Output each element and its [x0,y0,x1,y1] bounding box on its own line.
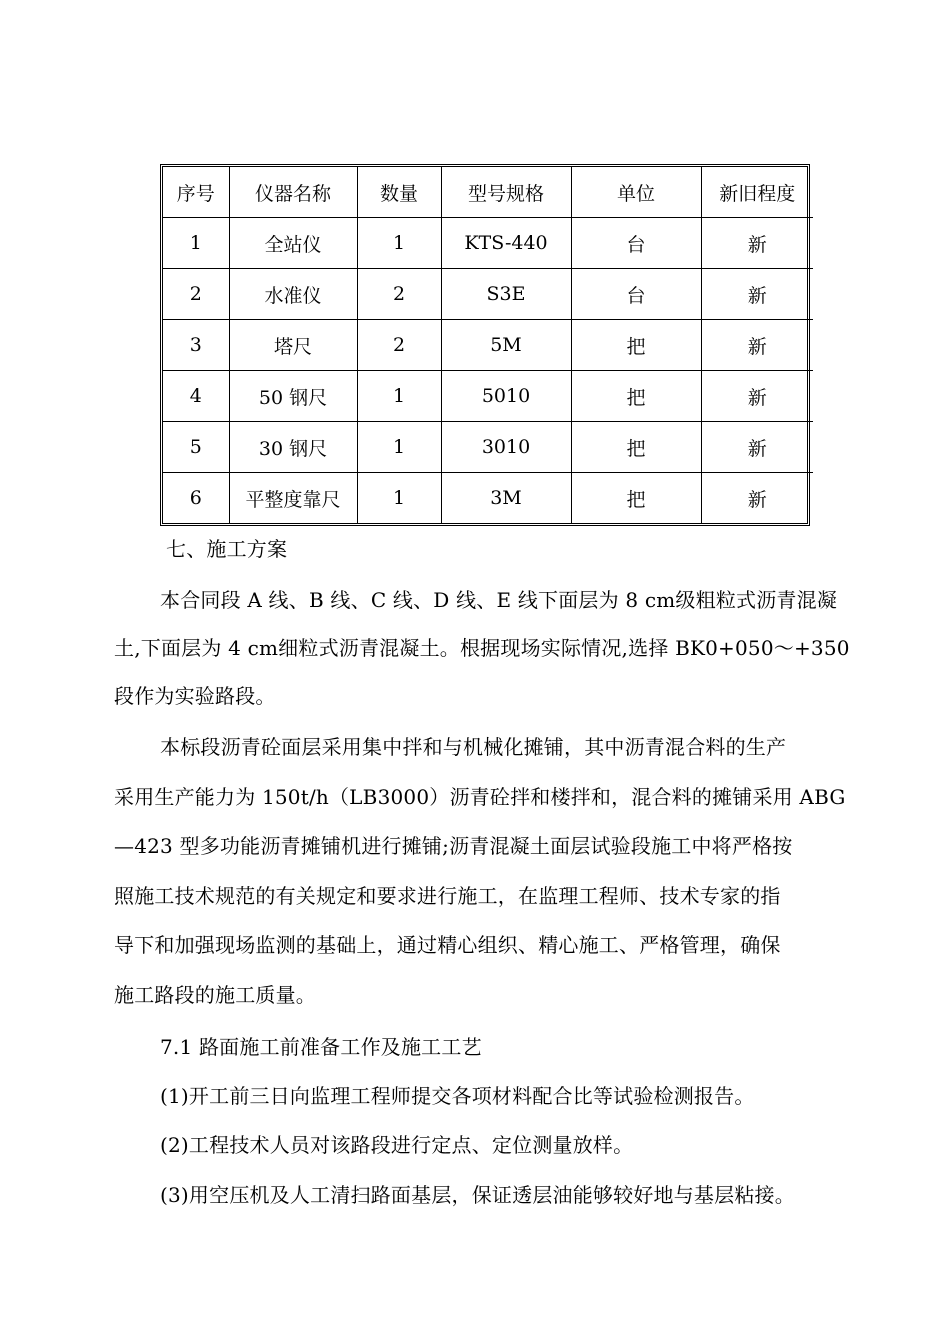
section-heading: 七、施工方案 [166,537,288,561]
table-cell: 3 [163,320,229,371]
paragraph-2-line-1: 本标段沥青砼面层采用集中拌和与机械化摊铺，其中沥青混合料的生产 [160,735,787,759]
table-cell: 新 [701,422,813,473]
table-cell: 新 [701,320,813,371]
paragraph-2-line-6: 施工路段的施工质量。 [114,983,316,1007]
subsection-heading: 7.1 路面施工前准备工作及施工工艺 [160,1035,482,1059]
table-cell: 新 [701,218,813,269]
header-cell-condition: 新旧程度 [701,167,813,218]
paragraph-1-line-1: 本合同段 A 线、B 线、C 线、D 线、E 线下面层为 8 cm级粗粒式沥青混凝 [160,588,838,612]
table-cell: 6 [163,473,229,524]
table-cell: 5010 [441,371,571,422]
table-cell: 5M [441,320,571,371]
table-cell: 新 [701,371,813,422]
paragraph-1-line-2: 土,下面层为 4 cm细粒式沥青混凝土。根据现场实际情况,选择 BK0+050～+350 [114,636,850,660]
table-row [163,371,813,422]
table-cell: 台 [571,269,701,320]
table-cell: 3M [441,473,571,524]
table-cell: 把 [571,422,701,473]
table-cell: 1 [163,218,229,269]
table-cell: KTS-440 [441,218,571,269]
table-cell: 1 [357,218,441,269]
header-cell-model: 型号规格 [441,167,571,218]
table-row [163,320,813,371]
list-item: (3)用空压机及人工清扫路面基层，保证透层油能够较好地与基层粘接。 [160,1183,795,1207]
table-cell: 把 [571,371,701,422]
table-cell: 1 [357,422,441,473]
table-cell: 4 [163,371,229,422]
table-cell: 全站仪 [229,218,357,269]
table-row [163,422,813,473]
table-cell: S3E [441,269,571,320]
paragraph-2-line-5: 导下和加强现场监测的基础上，通过精心组织、精心施工、严格管理，确保 [114,933,781,957]
table-cell: 台 [571,218,701,269]
table-row [163,218,813,269]
header-cell-unit: 单位 [571,167,701,218]
table-row [163,473,813,524]
table-cell: 50 钢尺 [229,371,357,422]
table-cell: 2 [357,269,441,320]
table-cell: 塔尺 [229,320,357,371]
table-cell: 5 [163,422,229,473]
table-cell: 新 [701,269,813,320]
list-item: (2)工程技术人员对该路段进行定点、定位测量放样。 [160,1133,634,1157]
table-cell: 3010 [441,422,571,473]
table-header-row [163,167,813,218]
table-row [163,269,813,320]
header-cell-name: 仪器名称 [229,167,357,218]
table-cell: 2 [163,269,229,320]
table-cell: 水准仪 [229,269,357,320]
header-cell-index: 序号 [163,167,229,218]
table-cell: 平整度靠尺 [229,473,357,524]
table-cell: 新 [701,473,813,524]
paragraph-2-line-2: 采用生产能力为 150t/h（LB3000）沥青砼拌和楼拌和，混合料的摊铺采用 ABG [114,785,846,809]
paragraph-2-line-3: —423 型多功能沥青摊铺机进行摊铺;沥青混凝土面层试验段施工中将严格按 [114,834,793,858]
list-item: (1)开工前三日向监理工程师提交各项材料配合比等试验检测报告。 [160,1084,755,1108]
table-cell: 2 [357,320,441,371]
paragraph-1-line-3: 段作为实验路段。 [114,684,276,708]
header-cell-quantity: 数量 [357,167,441,218]
table-cell: 30 钢尺 [229,422,357,473]
paragraph-2-line-4: 照施工技术规范的有关规定和要求进行施工，在监理工程师、技术专家的指 [114,884,781,908]
table-cell: 把 [571,473,701,524]
table-cell: 1 [357,473,441,524]
table-cell: 1 [357,371,441,422]
table-cell: 把 [571,320,701,371]
equipment-table [160,164,810,526]
